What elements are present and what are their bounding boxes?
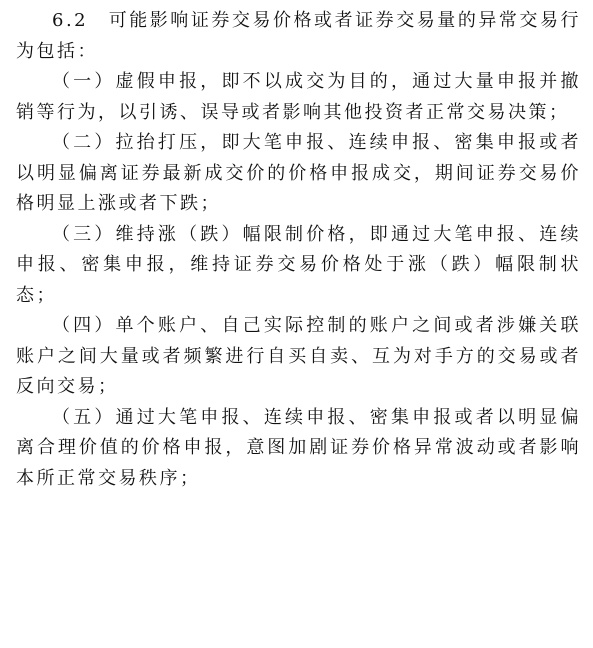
clause-paragraph-2: （二）拉抬打压，即大笔申报、连续申报、密集申报或者以明显偏离证券最新成交价的价格申报成交，期间证券交易价格明显上涨或者下跌； <box>16 132 581 214</box>
clause-paragraph-1: （一）虚假申报，即不以成交为目的，通过大量申报并撤销等行为，以引诱、误导或者影响其他投资者正常交易决策； <box>16 71 581 123</box>
clause-paragraph-4: （四）单个账户、自己实际控制的账户之间或者涉嫌关联账户之间大量或者频繁进行自买自卖、互为对手方的交易或者反向交易； <box>16 315 581 397</box>
clause-paragraph-3: （三）维持涨（跌）幅限制价格，即通过大笔申报、连续申报、密集申报，维持证券交易价格处于涨（跌）幅限制状态； <box>16 223 581 306</box>
intro-paragraph: 6.2 可能影响证券交易价格或者证券交易量的异常交易行为包括： <box>16 10 581 62</box>
clause-paragraph-5: （五）通过大笔申报、连续申报、密集申报或者以明显偏离合理价值的价格申报，意图加剧证券价格异常波动或者影响本所正常交易秩序； <box>16 406 581 489</box>
